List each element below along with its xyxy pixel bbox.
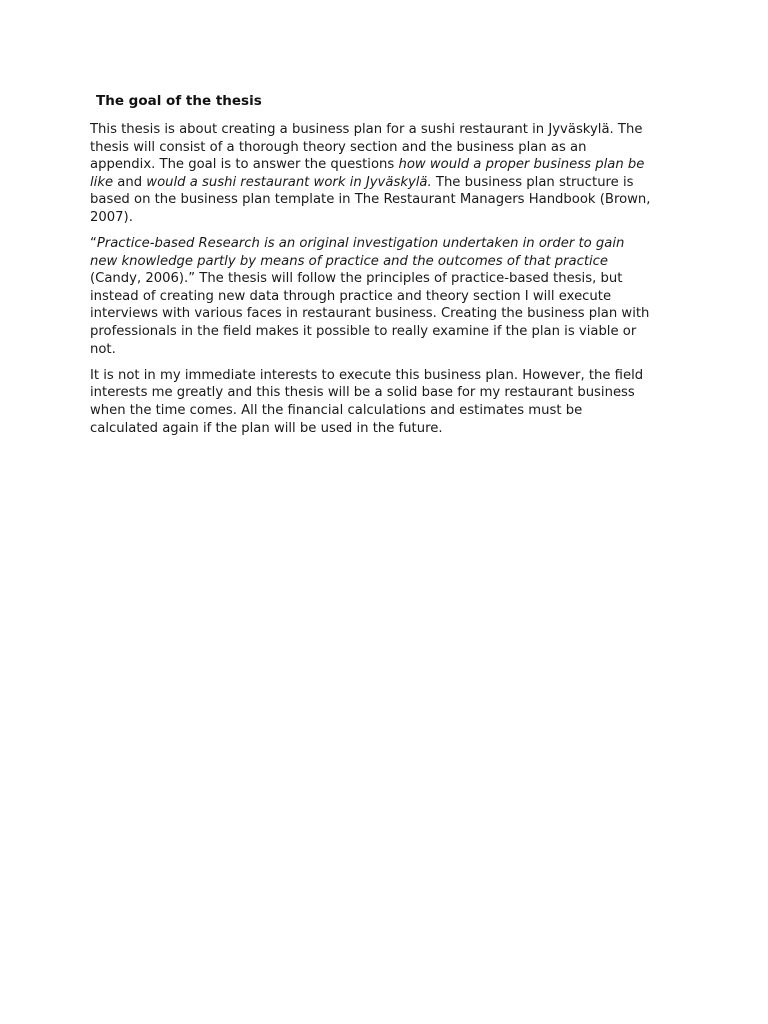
paragraph-line: (Candy, 2006).” The thesis will follow the principles of practice-based thesis, but [90,271,623,287]
paragraph-intro [90,121,690,227]
paragraph-line: based on the business plan template in The Restaurant Managers Handbook (Brown, [90,192,651,208]
paragraph-line [90,174,690,192]
italic-quote: new knowledge partly by means of practice and the outcomes of that practice [90,253,609,269]
text-run: The business plan structure is [431,174,634,190]
paragraph-line: when the time comes. All the financial calculations and estimates must be [90,402,583,418]
section-heading: The goal of the thesis [96,93,262,109]
paragraph-line: This thesis is about creating a business plan for a sushi restaurant in Jyväskylä. The [90,122,643,137]
document-page [90,92,690,446]
paragraph-practice-based [90,235,690,358]
paragraph-line: not. [90,341,116,357]
text-run: and [113,174,147,190]
paragraph-line: interests me greatly and this thesis will be a solid base for my restaurant business [90,385,635,401]
paragraph-line [90,156,690,174]
italic-question-2: would a sushi restaurant work in Jyväskylä. [146,174,432,190]
paragraph-line: 2007). [90,209,133,225]
paragraph-line [90,253,690,271]
italic-quote: Practice-based Research is an original investigation undertaken in order to gain [96,236,625,252]
quote-mark: “ [90,236,97,252]
paragraph-line: instead of creating new data through practice and theory section I will execute [90,288,612,304]
text-run: appendix. The goal is to answer the questions [90,157,399,173]
paragraph-line: professionals in the field makes it possible to really examine if the plan is viable or [90,324,637,340]
italic-question-1: how would a proper business plan be [398,157,645,173]
paragraph-line: thesis will consist of a thorough theory section and the business plan as an [90,139,587,155]
paragraph-closing [90,367,690,437]
paragraph-line: interviews with various faces in restaurant business. Creating the business plan with [90,306,650,322]
paragraph-line: calculated again if the plan will be used in the future. [90,420,443,436]
paragraph-line [90,235,690,253]
italic-question-1-end: like [90,174,114,190]
paragraph-line: It is not in my immediate interests to execute this business plan. However, the field [90,367,644,383]
